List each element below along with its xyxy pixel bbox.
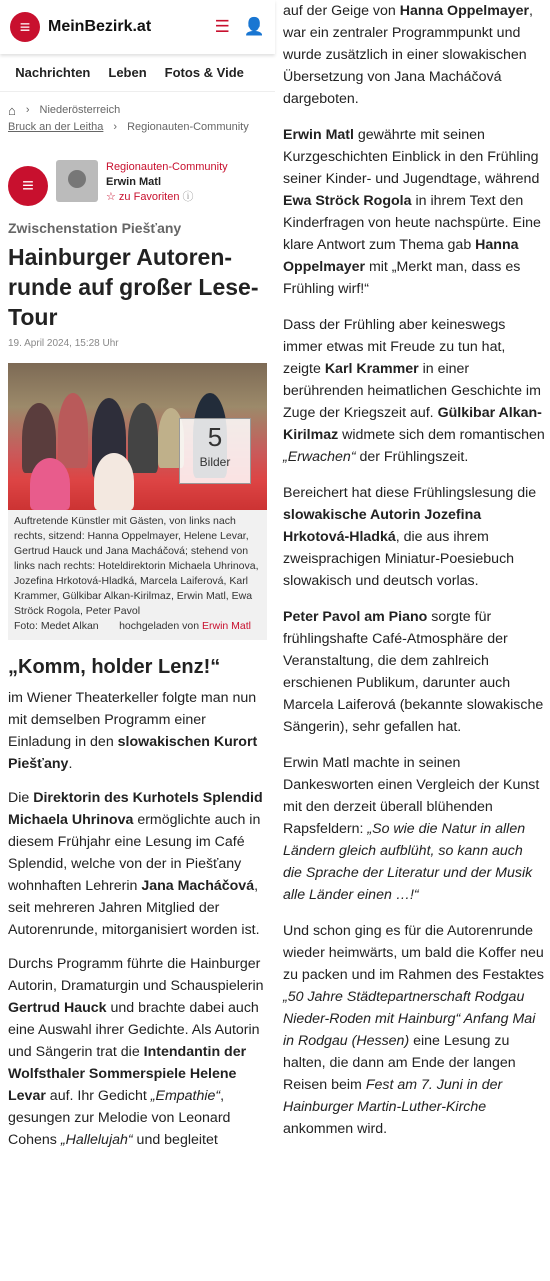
paragraph: Peter Pavol am Piano sorgte für frühlingshafte Café-Atmosphäre der Veranstaltung, die dem zahlreich erschienen Publikum, darunter auch Marcela Laiferová (bekannte slowakische Sängerin), sehr gefallen hat. (283, 609, 544, 735)
right-column (283, 0, 545, 1140)
brand-name[interactable]: MeinBezirk.at (48, 18, 152, 35)
article-photo[interactable] (8, 363, 267, 510)
paragraph: im Wiener Theaterkeller folgte man nun mit demselben Programm einer Einladung in den slowakischen Kurort Piešťany. (8, 690, 258, 772)
chevron-right-icon: › (25, 104, 30, 116)
user-icon[interactable]: 👤 (243, 17, 265, 36)
article-body-left (0, 687, 275, 1151)
paragraph: Erwin Matl machte in seinen Dankesworten einen Vergleich der Kunst mit den derzeit überall blühenden Rapsfeldern: „So wie die Natur in allen Ländern gleich aufblüht, so kann auch die Sprache der Literatur und der Musik alle Länder einen …!“ (283, 755, 540, 903)
paragraph: Bereichert hat diese Frühlingslesung die slowakische Autorin Jozefina Hrkotová-Hladká, die aus ihrem zweisprachigen Miniatur-Poesiebuch slowakisch und deutsch vorlas. (283, 485, 537, 589)
left-column (0, 0, 275, 1151)
article-kicker: Zwischenstation Piešťany (8, 220, 182, 236)
article-body-right (283, 0, 545, 1140)
paragraph: Erwin Matl gewährte mit seinen Kurzgeschichten Einblick in den Frühling seiner Kinder- und Jugendtage, während Ewa Ströck Rogola in ihrem Text den Kinderfragen von heute nachspürte. Eine klare Antwort zum Thema gab Hanna Oppelmayer mit „Merkt man, dass es Frühling wirf!“ (283, 127, 541, 297)
favorite-button[interactable]: ☆ zu Favoriten ⓘ (106, 191, 194, 203)
image-counter[interactable]: 5 Bilder (179, 418, 251, 484)
site-logo[interactable] (10, 12, 40, 42)
paragraph: Durchs Programm führte die Hainburger Autorin, Dramaturgin und Schauspielerin Gertrud Hauck und brachte dabei auch eine Auswahl ihrer Gedichte. Als Autorin und Sängerin trat die Intendantin der Wolfsthaler Sommerspiele Helene Levar auf. Ihr Gedicht „Empathie“, gesungen zur Melodie von Leonard Cohens „Hallelujah“ und begleitet (8, 956, 264, 1148)
breadcrumb-item-3[interactable]: Regionauten-Community (127, 121, 249, 133)
star-icon: ☆ (106, 191, 119, 203)
paragraph: Dass der Frühling aber keineswegs immer etwas mit Freude zu tun hat, zeigte Karl Krammer in einer berührenden heimatlichen Geschichte im Zuge der Kriegszeit auf. Gülkibar Alkan-Kirilmaz widmete sich dem romantischen „Erwachen“ der Frühlingszeit. (283, 317, 545, 465)
breadcrumb-item-1[interactable]: Niederösterreich (39, 104, 121, 116)
uploader-link[interactable]: Erwin Matl (201, 620, 251, 632)
author-name[interactable]: Erwin Matl (106, 176, 162, 188)
nav-item-nachrichten[interactable]: Nachrichten (15, 65, 91, 80)
paragraph: auf der Geige von Hanna Oppelmayer, war ein zentraler Programmpunkt und wurde zusätzlich in einer slowakischen Übersetzung von Jana Macháčová dargeboten. (283, 3, 533, 107)
author-box (0, 136, 275, 206)
nav-item-leben[interactable]: Leben (108, 65, 147, 80)
breadcrumb (0, 92, 275, 136)
community-logo: ≡ (8, 166, 48, 206)
photo-caption: Auftretende Künstler mit Gästen, von links nach rechts, sitzend: Hanna Oppelmayer, Helene Levar, Gertrud Hauck und Jana Macháčová; stehend von links nach rechts: Hoteldirektorin Michaela Uhrinova, Jozefina Hrkotová-Hladká, Marcela Laiferová, Karl Krammer, Gülkibar Alkan-Kirilmaz, Erwin Matl, Ewa Ströck Rogola, Peter Pavol Foto: Medet Alkan hochgeladen von Erwin Matl (8, 510, 267, 640)
menu-icon[interactable]: ☰ (214, 17, 230, 36)
article-title: Hainburger Autoren-runde auf großer Lese-Tour (8, 244, 259, 330)
site-header (0, 0, 275, 54)
paragraph: Die Direktorin des Kurhotels Splendid Michaela Uhrinova ermöglichte auch in diesem Frühjahr eine Lesung im Café Splendid, welche von der in Piešťany wohnhaften Lehrerin Jana Macháčová, seit mehreren Jahren Mitglied der Autorenrunde, mitorganisiert worden ist. (8, 790, 263, 938)
info-icon[interactable]: ⓘ (182, 191, 194, 203)
article-subhead: „Komm, holder Lenz!“ (8, 656, 221, 678)
avatar[interactable] (56, 160, 98, 202)
chevron-right-icon: › (113, 121, 118, 133)
breadcrumb-item-2[interactable]: Bruck an der Leitha (8, 121, 104, 133)
article-date: 19. April 2024, 15:28 Uhr (8, 338, 119, 349)
author-community[interactable]: Regionauten-Community (106, 161, 228, 173)
logo-icon: ≡ (19, 16, 31, 37)
main-nav (0, 54, 275, 92)
home-icon[interactable]: ⌂ (8, 103, 16, 118)
paragraph: Und schon ging es für die Autorenrunde wieder heimwärts, um bald die Koffer neu zu packen und im Rahmen des Festaktes „50 Jahre Städtepartnerschaft Rodgau Nieder-Roden mit Hainburg“ Anfang Mai in Rodgau (Hessen) eine Lesung zu halten, die dann am Ende der langen Reisen beim Fest am 7. Juni in der Hainburger Martin-Luther-Kirche ankommen wird. (283, 923, 545, 1137)
nav-item-fotos[interactable]: Fotos & Vide (164, 65, 244, 80)
